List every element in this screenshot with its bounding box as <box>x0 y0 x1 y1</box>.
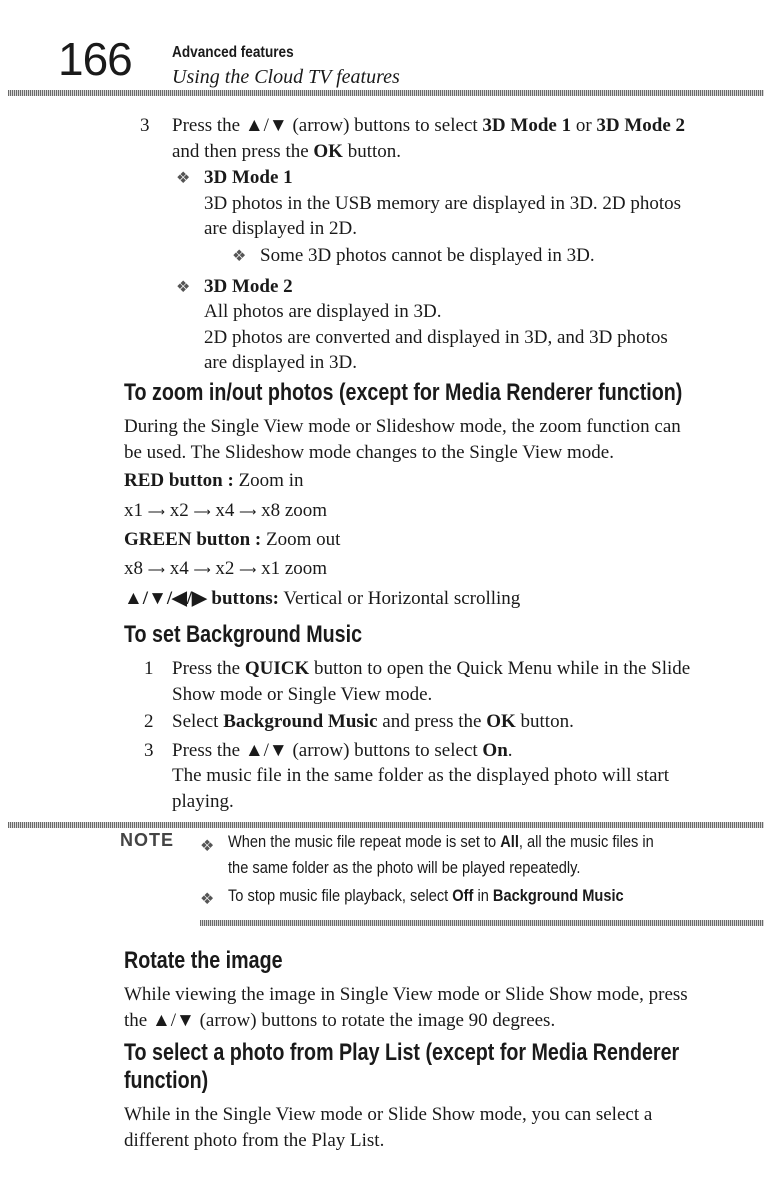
step-number: 1 <box>144 658 154 679</box>
green-button-text: GREEN button : Zoom out <box>124 529 341 550</box>
step-number: 3 <box>144 740 154 761</box>
red-button-text: RED button : Zoom in <box>124 470 304 491</box>
mode2-line: All photos are displayed in 3D. <box>204 301 442 322</box>
arrow-right-icon: ⟶ <box>147 505 165 519</box>
bgm-step-text: Press the ▲/▼ (arrow) buttons to select On. <box>172 740 513 761</box>
zoom-in-sequence: x1 ⟶ x2 ⟶ x4 ⟶ x8 zoom <box>124 500 328 521</box>
mode2-line: 2D photos are converted and displayed in 3D, and 3D photos <box>204 327 668 348</box>
bgm-heading: To set Background Music <box>124 621 363 648</box>
note-label: NOTE <box>120 830 175 850</box>
bullet-icon: ❖ <box>200 891 215 908</box>
step-number: 2 <box>144 711 154 732</box>
zoom-text: During the Single View mode or Slideshow mode, the zoom function can <box>124 416 681 437</box>
mode1-line: 3D photos in the USB memory are displayed in 3D. 2D photos <box>204 193 682 214</box>
zoom-out-sequence: x8 ⟶ x4 ⟶ x2 ⟶ x1 zoom <box>124 558 328 579</box>
header-rule <box>8 90 764 96</box>
arrows-text: ▲/▼/◀/▶ buttons: Vertical or Horizontal scrolling <box>124 588 521 609</box>
playlist-text: While in the Single View mode or Slide Show mode, you can select a <box>124 1104 653 1125</box>
zoom-text: be used. The Slideshow mode changes to the Single View mode. <box>124 442 614 463</box>
bgm-step-text: Show mode or Single View mode. <box>172 684 433 705</box>
playlist-heading: To select a photo from Play List (except for Media Renderer <box>124 1039 680 1066</box>
note-top-rule <box>8 822 764 828</box>
bullet-icon: ❖ <box>232 248 247 265</box>
mode1-line: are displayed in 2D. <box>204 218 358 239</box>
rotate-heading: Rotate the image <box>124 947 283 974</box>
mode1-title: 3D Mode 1 <box>204 167 293 188</box>
bullet-icon: ❖ <box>176 170 191 187</box>
bgm-step-text: playing. <box>172 791 234 812</box>
arrow-right-icon: ⟶ <box>193 505 211 519</box>
playlist-heading: function) <box>124 1067 209 1094</box>
chapter-title: Advanced features <box>172 44 294 61</box>
step-text-cont: and then press the OK button. <box>172 141 402 162</box>
page-number: 166 <box>58 33 132 85</box>
bgm-step-text: The music file in the same folder as the displayed photo will start <box>172 765 670 786</box>
note-text: the same folder as the photo will be played repeatedly. <box>228 858 581 877</box>
arrow-right-icon: ⟶ <box>239 505 257 519</box>
rotate-text: While viewing the image in Single View mode or Slide Show mode, press <box>124 984 688 1005</box>
section-title: Using the Cloud TV features <box>172 66 400 88</box>
playlist-text: different photo from the Play List. <box>124 1130 385 1151</box>
note-text: When the music file repeat mode is set to All, all the music files in <box>228 832 654 851</box>
arrow-right-icon: ⟶ <box>239 563 257 577</box>
bullet-icon: ❖ <box>200 838 215 855</box>
arrow-right-icon: ⟶ <box>193 563 211 577</box>
mode1-sub: Some 3D photos cannot be displayed in 3D. <box>260 245 595 266</box>
note-text: To stop music file playback, select Off in Background Music <box>228 886 624 905</box>
bgm-step-text: Select Background Music and press the OK button. <box>172 711 574 732</box>
mode2-title: 3D Mode 2 <box>204 276 293 297</box>
mode2-line: are displayed in 3D. <box>204 352 358 373</box>
arrow-right-icon: ⟶ <box>147 563 165 577</box>
step-number: 3 <box>140 115 150 136</box>
bullet-icon: ❖ <box>176 279 191 296</box>
rotate-text: the ▲/▼ (arrow) buttons to rotate the image 90 degrees. <box>124 1010 556 1031</box>
bgm-step-text: Press the QUICK button to open the Quick Menu while in the Slide <box>172 658 691 679</box>
note-bottom-rule <box>200 920 764 926</box>
zoom-heading: To zoom in/out photos (except for Media Renderer function) <box>124 379 683 406</box>
step-text: Press the ▲/▼ (arrow) buttons to select 3D Mode 1 or 3D Mode 2 <box>172 115 686 136</box>
